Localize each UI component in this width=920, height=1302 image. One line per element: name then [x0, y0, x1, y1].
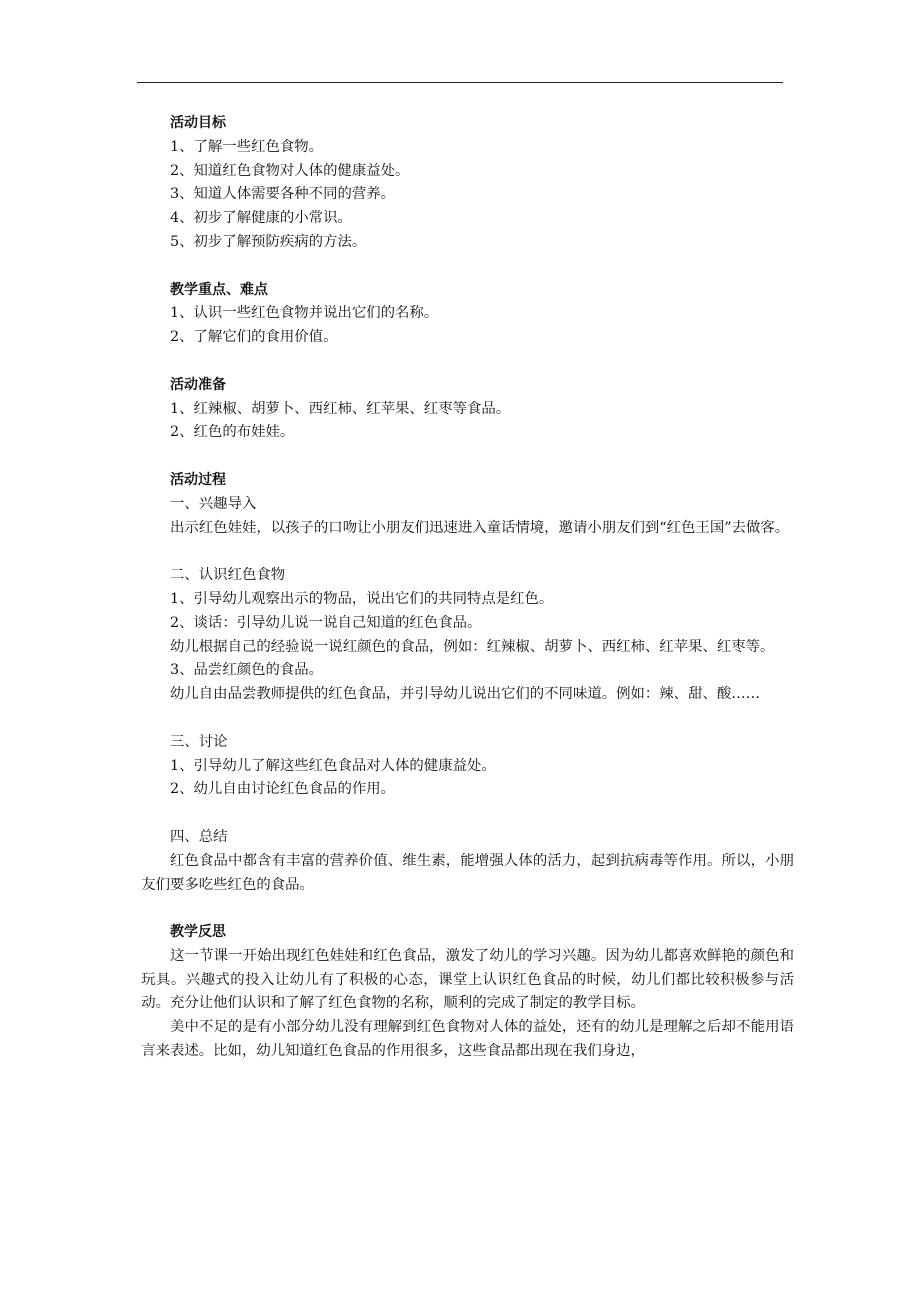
section-title-keypoints: 教学重点、难点 — [170, 281, 268, 298]
list-item: 2、幼儿自由讨论红色食品的作用。 — [170, 781, 396, 798]
list-item: 2、红色的布娃娃。 — [170, 424, 295, 441]
list-item: 2、了解它们的食用价值。 — [170, 329, 338, 346]
subheading: 三、讨论 — [170, 733, 228, 750]
subheading: 四、总结 — [170, 828, 228, 845]
list-item: 2、知道红色食物对人体的健康益处。 — [170, 162, 410, 179]
list-item: 1、红辣椒、胡萝卜、西红柿、红苹果、红枣等食品。 — [170, 400, 511, 417]
subheading: 二、认识红色食物 — [170, 567, 286, 584]
list-item: 2、谈话：引导幼儿说一说自己知道的红色食品。 — [170, 614, 482, 631]
section-title-process: 活动过程 — [170, 471, 226, 488]
list-item: 3、知道人体需要各种不同的营养。 — [170, 186, 396, 203]
paragraph: 这一节课一开始出现红色娃娃和红色食品，激发了幼儿的学习兴趣。因为幼儿都喜欢鲜艳的颜色和玩具。兴趣式的投入让幼儿有了积极的心态，课堂上认识红色食品的时候，幼儿们都比较积极参与活动。充分让他们认识和了解了红色食物的名称，顺利的完成了制定的教学目标。 — [141, 947, 794, 1012]
section-title-goals: 活动目标 — [170, 115, 226, 131]
list-item: 1、了解一些红色食物。 — [170, 138, 324, 155]
list-item: 5、初步了解预防疾病的方法。 — [170, 233, 367, 250]
list-item: 1、认识一些红色食物并说出它们的名称。 — [170, 305, 439, 322]
list-item: 1、引导幼儿了解这些红色食品对人体的健康益处。 — [170, 757, 496, 774]
document-body — [141, 112, 794, 1064]
header-rule — [137, 82, 783, 83]
list-item: 4、初步了解健康的小常识。 — [170, 210, 352, 227]
subheading: 一、兴趣导入 — [170, 495, 257, 512]
paragraph: 幼儿自由品尝教师提供的红色食品，并引导幼儿说出它们的不同味道。例如：辣、甜、酸…… — [170, 686, 761, 703]
paragraph: 红色食品中都含有丰富的营养价值、维生素，能增强人体的活力，起到抗病毒等作用。所以，小朋友们要多吃些红色的食品。 — [141, 852, 794, 893]
list-item: 3、品尝红颜色的食品。 — [170, 662, 324, 679]
section-title-reflection: 教学反思 — [170, 924, 226, 941]
list-item: 1、引导幼儿观察出示的物品，说出它们的共同特点是红色。 — [170, 590, 554, 607]
section-title-prep: 活动准备 — [170, 376, 226, 393]
paragraph: 美中不足的是有小部分幼儿没有理解到红色食物对人体的益处，还有的幼儿是理解之后却不能用语言来表述。比如，幼儿知道红色食品的作用很多，这些食品都出现在我们身边， — [141, 1019, 794, 1060]
paragraph: 出示红色娃娃，以孩子的口吻让小朋友们迅速进入童话情境，邀请小朋友们到“红色王国”去做客。 — [170, 519, 790, 536]
paragraph: 幼儿根据自己的经验说一说红颜色的食品，例如：红辣椒、胡萝卜、西红柿、红苹果、红枣等。 — [170, 638, 775, 655]
